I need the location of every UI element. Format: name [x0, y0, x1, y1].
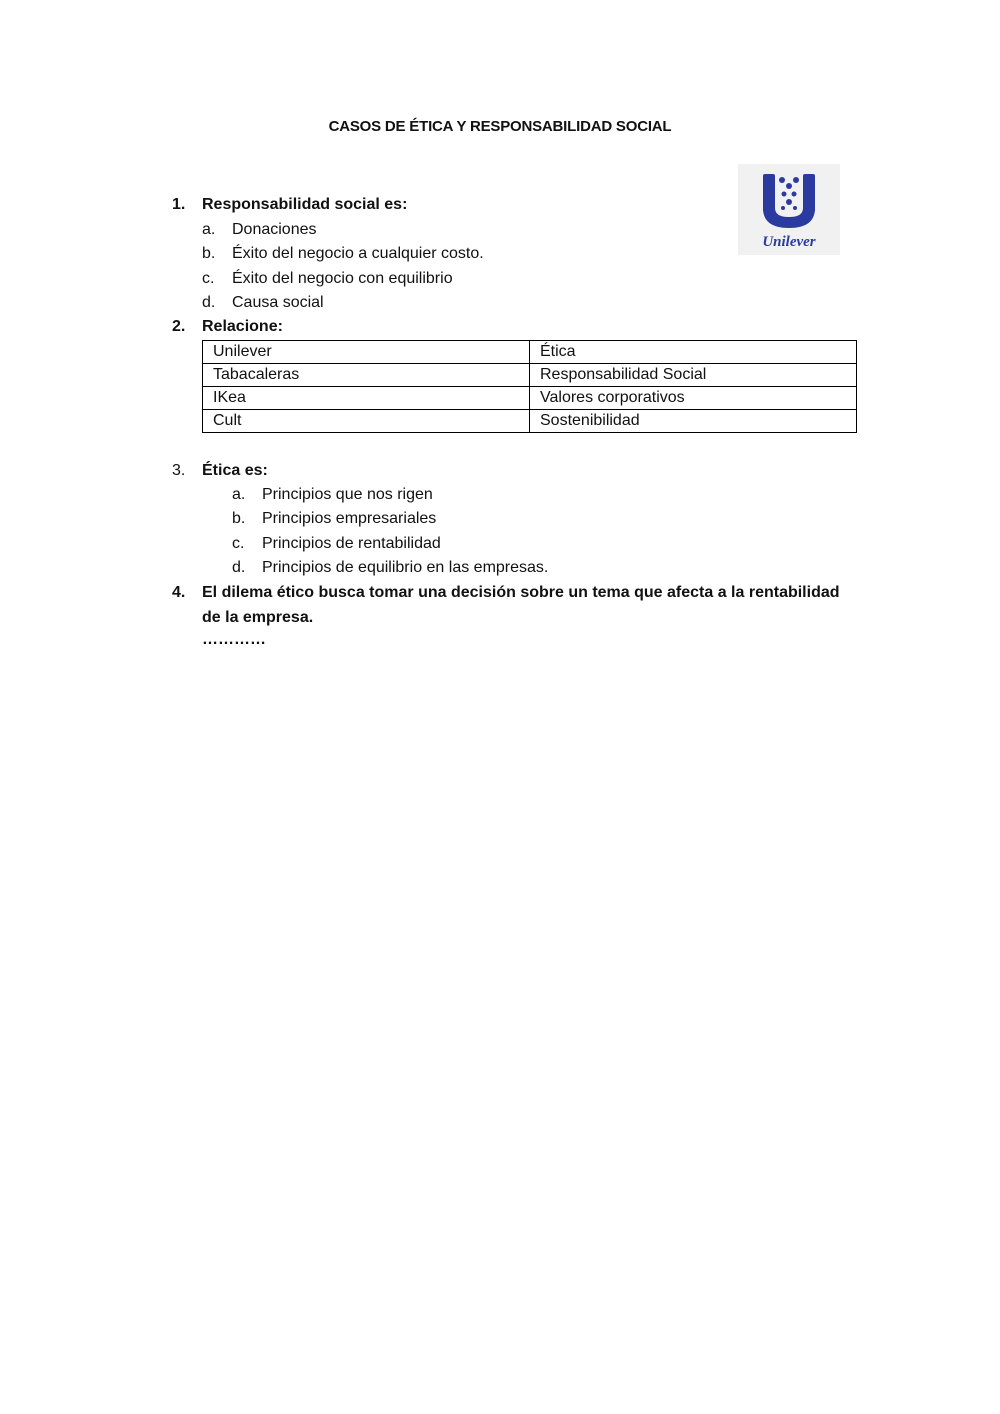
option-letter: a.	[202, 221, 216, 238]
relation-table	[202, 340, 857, 433]
table-cell: Tabacaleras	[203, 364, 530, 387]
question-1	[172, 193, 732, 217]
option-text: Principios que nos rigen	[262, 486, 433, 503]
question-2-text: Relacione:	[202, 318, 283, 335]
question-1-option-a	[202, 218, 702, 242]
option-letter: d.	[202, 294, 216, 311]
table-cell: Ética	[530, 341, 857, 364]
table-row	[203, 410, 857, 433]
question-2-number: 2.	[172, 318, 186, 335]
table-row	[203, 364, 857, 387]
unilever-logo	[738, 164, 840, 255]
question-3-option-c	[232, 532, 732, 556]
table-cell: IKea	[203, 387, 530, 410]
option-letter: a.	[232, 486, 246, 503]
question-3	[172, 459, 732, 483]
table-cell: Cult	[203, 410, 530, 433]
question-3-option-a	[232, 483, 732, 507]
table-row	[203, 387, 857, 410]
unilever-logo-icon	[738, 164, 840, 255]
table-cell: Responsabilidad Social	[530, 364, 857, 387]
question-4-number: 4.	[172, 584, 186, 601]
table-cell: Valores corporativos	[530, 387, 857, 410]
option-text: Principios de rentabilidad	[262, 535, 441, 552]
question-3-option-b	[232, 507, 732, 531]
question-3-text: Ética es:	[202, 462, 268, 479]
question-1-option-d	[202, 291, 702, 315]
question-2	[172, 315, 732, 339]
option-text: Principios empresariales	[262, 510, 437, 527]
question-1-option-b	[202, 242, 702, 266]
question-1-text: Responsabilidad social es:	[202, 196, 408, 213]
logo-text: Unilever	[762, 234, 816, 250]
question-3-option-d	[232, 556, 732, 580]
option-text: Éxito del negocio a cualquier costo.	[232, 245, 484, 262]
question-4	[172, 580, 862, 630]
question-3-number: 3.	[172, 462, 186, 479]
option-text: Éxito del negocio con equilibrio	[232, 270, 453, 287]
option-letter: b.	[202, 245, 216, 262]
table-cell: Unilever	[203, 341, 530, 364]
option-letter: c.	[232, 535, 245, 552]
question-1-option-c	[202, 267, 702, 291]
table-row	[203, 341, 857, 364]
question-4-text: El dilema ético busca tomar una decisión sobre un tema que afecta a la rentabilidad de la empresa.	[202, 584, 840, 626]
option-text: Donaciones	[232, 221, 317, 238]
option-text: Causa social	[232, 294, 324, 311]
option-text: Principios de equilibrio en las empresas.	[262, 559, 549, 576]
option-letter: d.	[232, 559, 246, 576]
option-letter: c.	[202, 270, 215, 287]
answer-blank: …………	[202, 631, 266, 648]
page-title: CASOS DE ÉTICA Y RESPONSABILIDAD SOCIAL	[328, 118, 672, 135]
option-letter: b.	[232, 510, 246, 527]
table-cell: Sostenibilidad	[530, 410, 857, 433]
question-1-number: 1.	[172, 196, 186, 213]
